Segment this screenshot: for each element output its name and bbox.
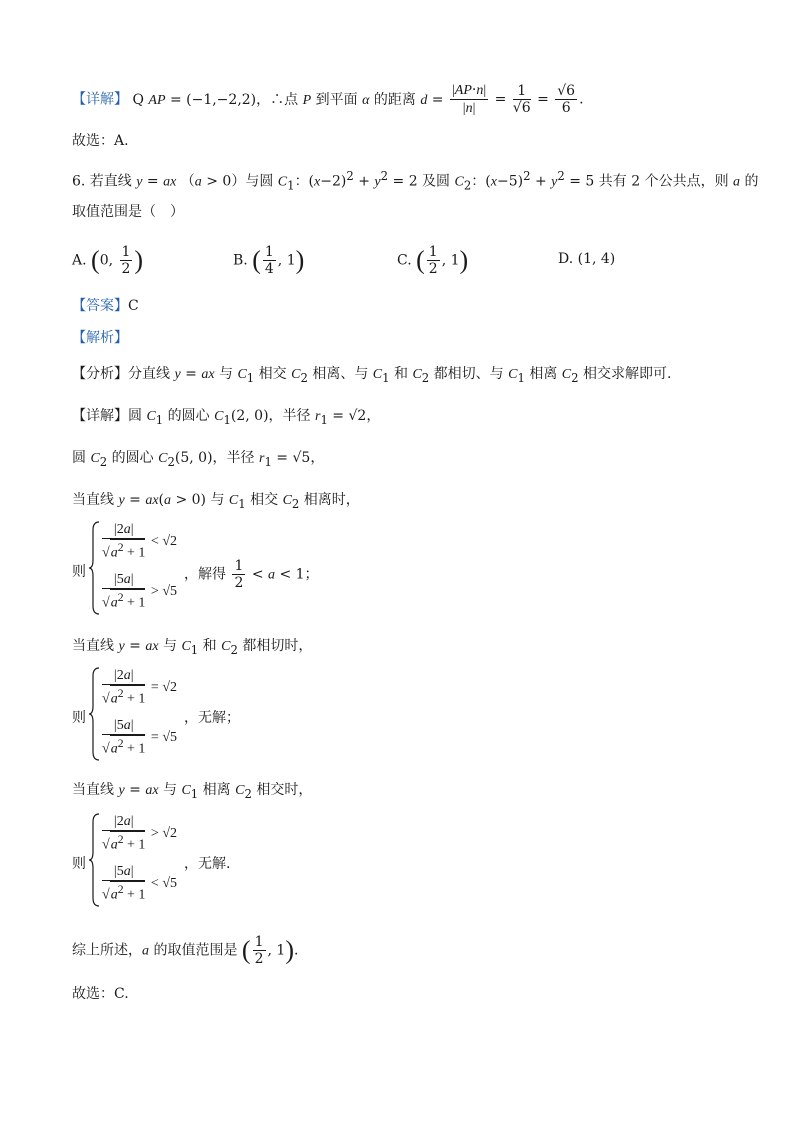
case1-intro: 当直线 y = ax(a > 0) 与 $C_1$ 相交 $C_2$ 相离时， [72, 492, 360, 511]
detail-c1: 【详解】圆 $C_1$ 的圆心 $C_1(2$, 0)，半径 $r_1 = √2$， [72, 408, 381, 427]
root6-over-6: $\frac{√6}{6}$ [557, 83, 576, 116]
detail-tag-2: 【详解】 [72, 408, 128, 424]
case1-suffix: ，解得 $\frac{1}{2}$ < a < 1； [184, 558, 319, 591]
case3-row1: $\frac{|2a|}{√a^2 + 1}$ > √2 [102, 814, 178, 853]
question-6-stem-1: 6. 若直线 y = ax （a > 0）与圆 $C_1$：$(x-2)^2 + y^2 = 2$ 及圆 $C_2$：$(x-5)^2 + y^2 = 5$ 共有 2 个公共点，则 a 的 [72, 169, 759, 193]
case2-system [72, 666, 372, 766]
detail-line-1: 【详解】 Q AP = (−1,−2,2)，∴点 P 到平面 α 的距离 d = $\frac{|AP\cdot n|}{|n|}$ = $\frac{1}{√6}$ = $\frac{√6}{6}$ . [72, 82, 584, 116]
option-a: A. (0, $\frac{1}{2}$ ) [72, 244, 144, 277]
case1-row2: $\frac{|5a|}{√a^2 + 1}$ > √5 [102, 572, 178, 611]
case1-row1: $\frac{|2a|}{√a^2 + 1}$ < √2 [102, 522, 178, 561]
final-choice: 故选：C. [72, 986, 129, 1002]
case3-row2: $\frac{|5a|}{√a^2 + 1}$ < √5 [102, 864, 178, 903]
case2-prefix: 则 [72, 710, 86, 726]
left-brace-icon [88, 666, 100, 762]
question-6-stem-2: 取值范围是（ ） [72, 204, 184, 220]
answer-line [72, 296, 139, 316]
case3-prefix: 则 [72, 856, 86, 872]
fenxi-line: 【分析】分直线 y = ax 与 $C_1$ 相交 $C_2$ 相离、与 $C_1$ 和 $C_2$ 都相切、与 $C_1$ 相离 $C_2$ 相交求解即可. [72, 366, 672, 385]
case3-suffix: ，无解. [184, 856, 231, 872]
detail-c2: 圆 $C_2$ 的圆心 $C_2(5$, 0)，半径 $r_1 = √5$， [72, 450, 325, 469]
case2-suffix: ，无解； [184, 710, 240, 726]
analysis-tag: 【解析】 [72, 330, 128, 346]
detail-tag: 【详解】 [72, 91, 128, 108]
detail-line-1-text: Q AP = (−1,−2,2)，∴点 P 到平面 α 的距离 d = [132, 91, 444, 108]
case3-intro: 当直线 y = ax 与 $C_1$ 相离 $C_2$ 相交时， [72, 782, 313, 801]
left-brace-icon [88, 520, 100, 616]
left-brace-icon [88, 812, 100, 908]
option-b: B. ( $\frac{1}{4}$ , 1) [233, 244, 305, 277]
option-d: D. (1, 4) [558, 251, 616, 267]
option-c: C. ( $\frac{1}{2}$ , 1) [397, 244, 469, 277]
summary-line: 综上所述，a 的取值范围是 ( $\frac{1}{2}$ , 1). [72, 934, 299, 967]
case2-row1: $\frac{|2a|}{√a^2 + 1}$ = √2 [102, 668, 178, 707]
fenxi-tag: 【分析】 [72, 366, 128, 382]
case1-system [72, 520, 372, 620]
answer-value: C [128, 298, 139, 314]
case2-row2: $\frac{|5a|}{√a^2 + 1}$ = √5 [102, 718, 178, 757]
case1-prefix: 则 [72, 564, 86, 580]
case3-system [72, 812, 372, 912]
choose-a: 故选：A. [72, 133, 129, 149]
answer-tag: 【答案】 [72, 298, 128, 314]
distance-fraction: $\frac{|AP\cdot n|}{|n|}$ [451, 82, 487, 116]
case2-intro: 当直线 y = ax 与 $C_1$ 和 $C_2$ 都相切时， [72, 638, 313, 657]
one-over-root6: $\frac{1}{√6}$ [512, 83, 531, 116]
